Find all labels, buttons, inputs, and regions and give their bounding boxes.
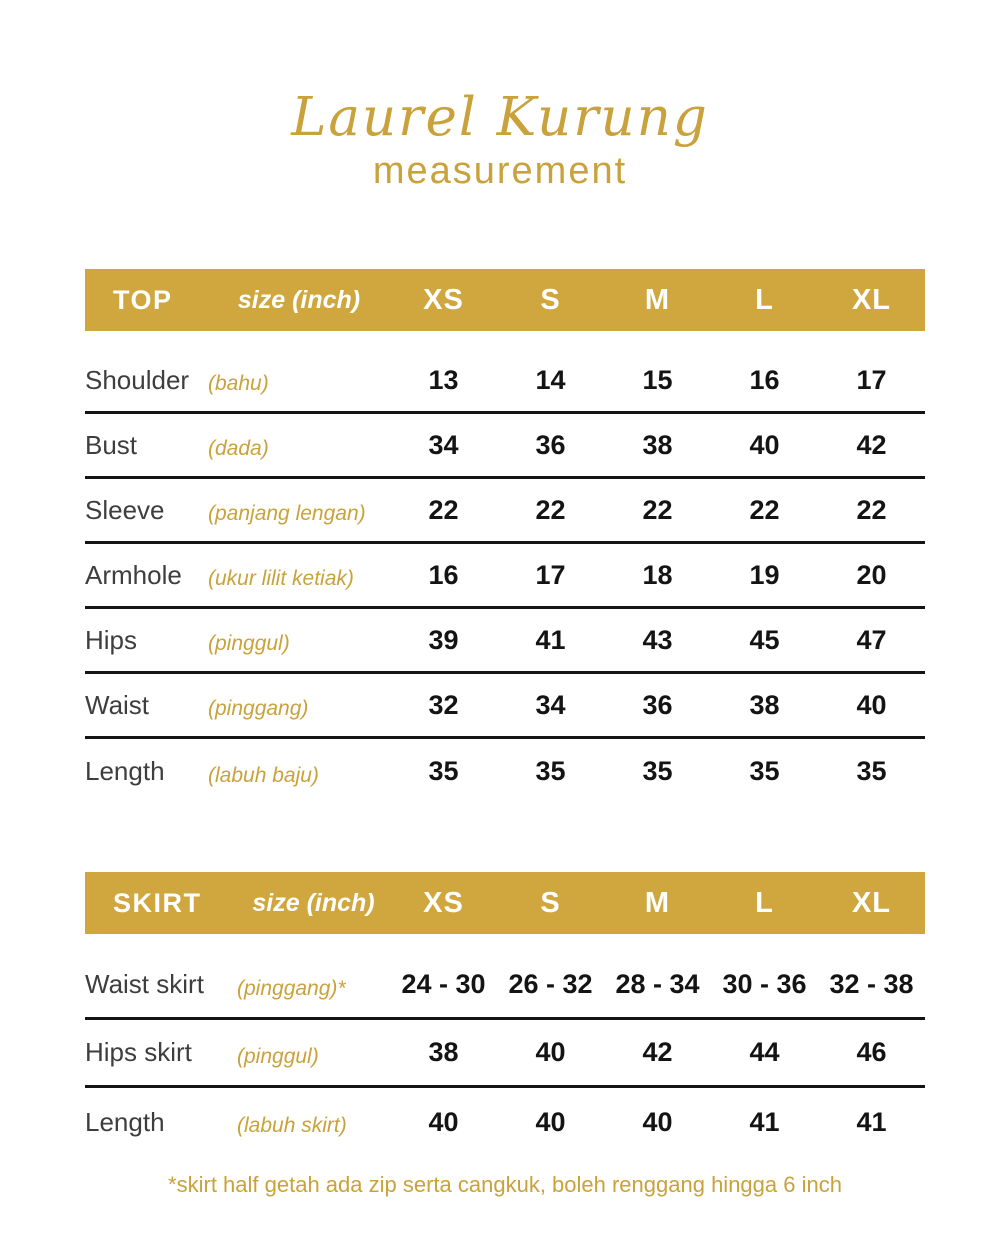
measurement-label-malay: (dada): [208, 437, 269, 461]
skirt-column-header-l: L: [755, 886, 774, 919]
size-value-l: 16: [749, 364, 780, 395]
measurement-label-malay: (pinggang): [208, 697, 309, 721]
footnote: *skirt half getah ada zip serta cangkuk, boleh renggang hingga 6 inch: [168, 1172, 842, 1198]
measurement-label: Shoulder: [85, 364, 190, 395]
size-value-l: 35: [749, 756, 780, 787]
skirt-table-header: [85, 872, 925, 934]
size-chart: [85, 269, 925, 1198]
table-row-sleeve: [85, 479, 925, 544]
size-value-m: 22: [642, 494, 673, 525]
measurement-label: Hips: [85, 624, 138, 655]
size-value-xs: 39: [428, 624, 459, 655]
top-column-header-xl: XL: [851, 283, 892, 316]
size-value-m: 18: [642, 559, 673, 590]
skirt-table-name: SKIRT: [113, 887, 202, 918]
measurement-label: Bust: [85, 429, 138, 460]
size-value-s: 41: [535, 624, 566, 655]
top-table-name: TOP: [113, 284, 173, 315]
size-value-m: 36: [642, 689, 673, 720]
size-value-xl: 32 - 38: [829, 969, 914, 1000]
table-row-waist-skirt: [85, 952, 925, 1020]
size-value-xs: 38: [428, 1037, 459, 1068]
table-row-shoulder: [85, 349, 925, 414]
size-value-s: 17: [535, 559, 566, 590]
size-value-s: 14: [535, 364, 566, 395]
top-size-unit-label: size (inch): [237, 285, 361, 314]
measurement-label-malay: (labuh baju): [208, 763, 319, 787]
skirt-table-body: [85, 934, 925, 1156]
size-value-s: 22: [535, 494, 566, 525]
size-value-xl: 17: [856, 364, 887, 395]
size-value-xs: 32: [428, 689, 459, 720]
measurement-label-malay: (pinggang)*: [237, 976, 346, 1000]
size-value-xl: 42: [856, 429, 887, 460]
size-value-xs: 35: [428, 756, 459, 787]
size-value-xs: 13: [428, 364, 459, 395]
measurement-label: Length: [85, 1106, 165, 1137]
size-value-m: 38: [642, 429, 673, 460]
size-value-s: 26 - 32: [508, 969, 593, 1000]
measurement-label-malay: (bahu): [208, 372, 269, 396]
size-value-l: 40: [749, 429, 780, 460]
size-value-s: 34: [535, 689, 566, 720]
size-value-xl: 20: [856, 559, 887, 590]
top-column-header-m: M: [644, 283, 671, 316]
table-row-hips: [85, 609, 925, 674]
size-value-s: 40: [535, 1037, 566, 1068]
measurement-label: Hips skirt: [85, 1037, 192, 1068]
size-value-l: 22: [749, 494, 780, 525]
table-row-waist: [85, 674, 925, 739]
skirt-size-unit-label: size (inch): [252, 888, 375, 917]
size-value-xs: 24 - 30: [401, 969, 486, 1000]
skirt-column-header-s: S: [540, 886, 561, 919]
table-row-bust: [85, 414, 925, 479]
measurement-label-malay: (pinggul): [237, 1044, 319, 1068]
size-value-l: 44: [749, 1037, 780, 1068]
size-value-s: 36: [535, 429, 566, 460]
measurement-label: Length: [85, 756, 165, 787]
size-value-xs: 22: [428, 494, 459, 525]
size-value-s: 40: [535, 1106, 566, 1137]
size-value-xs: 40: [428, 1106, 459, 1137]
top-table-header: [85, 269, 925, 331]
size-value-m: 28 - 34: [615, 969, 700, 1000]
size-value-m: 43: [642, 624, 673, 655]
page-subtitle: measurement: [372, 149, 628, 192]
top-column-header-s: S: [540, 283, 561, 316]
size-value-xl: 35: [856, 756, 887, 787]
size-value-xs: 16: [428, 559, 459, 590]
size-value-m: 35: [642, 756, 673, 787]
table-row-length-skirt: [85, 1088, 925, 1156]
top-column-header-l: L: [755, 283, 774, 316]
measurement-label-malay: (labuh skirt): [237, 1114, 347, 1138]
size-value-xl: 40: [856, 689, 887, 720]
size-value-m: 40: [642, 1106, 673, 1137]
product-title: Laurel Kurung: [291, 87, 709, 148]
size-value-m: 42: [642, 1037, 673, 1068]
size-value-l: 19: [749, 559, 780, 590]
size-value-xl: 47: [856, 624, 887, 655]
table-row-armhole: [85, 544, 925, 609]
top-column-header-xs: XS: [423, 283, 464, 316]
measurement-label: Sleeve: [85, 494, 165, 525]
size-value-s: 35: [535, 756, 566, 787]
size-value-l: 45: [749, 624, 780, 655]
top-table-body: [85, 331, 925, 804]
size-value-l: 41: [749, 1106, 780, 1137]
table-row-length: [85, 739, 925, 804]
size-value-l: 30 - 36: [722, 969, 807, 1000]
skirt-column-header-m: M: [644, 886, 671, 919]
size-value-xl: 22: [856, 494, 887, 525]
table-row-hips-skirt: [85, 1020, 925, 1088]
measurement-label: Waist skirt: [85, 969, 204, 1000]
measurement-label-malay: (ukur lilit ketiak): [208, 567, 354, 591]
measurement-label-malay: (panjang lengan): [208, 502, 366, 526]
size-value-l: 38: [749, 689, 780, 720]
skirt-column-header-xl: XL: [851, 886, 892, 919]
measurement-label: Armhole: [85, 559, 182, 590]
measurement-label: Waist: [85, 689, 150, 720]
size-value-xl: 46: [856, 1037, 887, 1068]
size-value-xl: 41: [856, 1106, 887, 1137]
size-value-m: 15: [642, 364, 673, 395]
size-value-xs: 34: [428, 429, 459, 460]
skirt-column-header-xs: XS: [423, 886, 464, 919]
measurement-label-malay: (pinggul): [208, 632, 290, 656]
